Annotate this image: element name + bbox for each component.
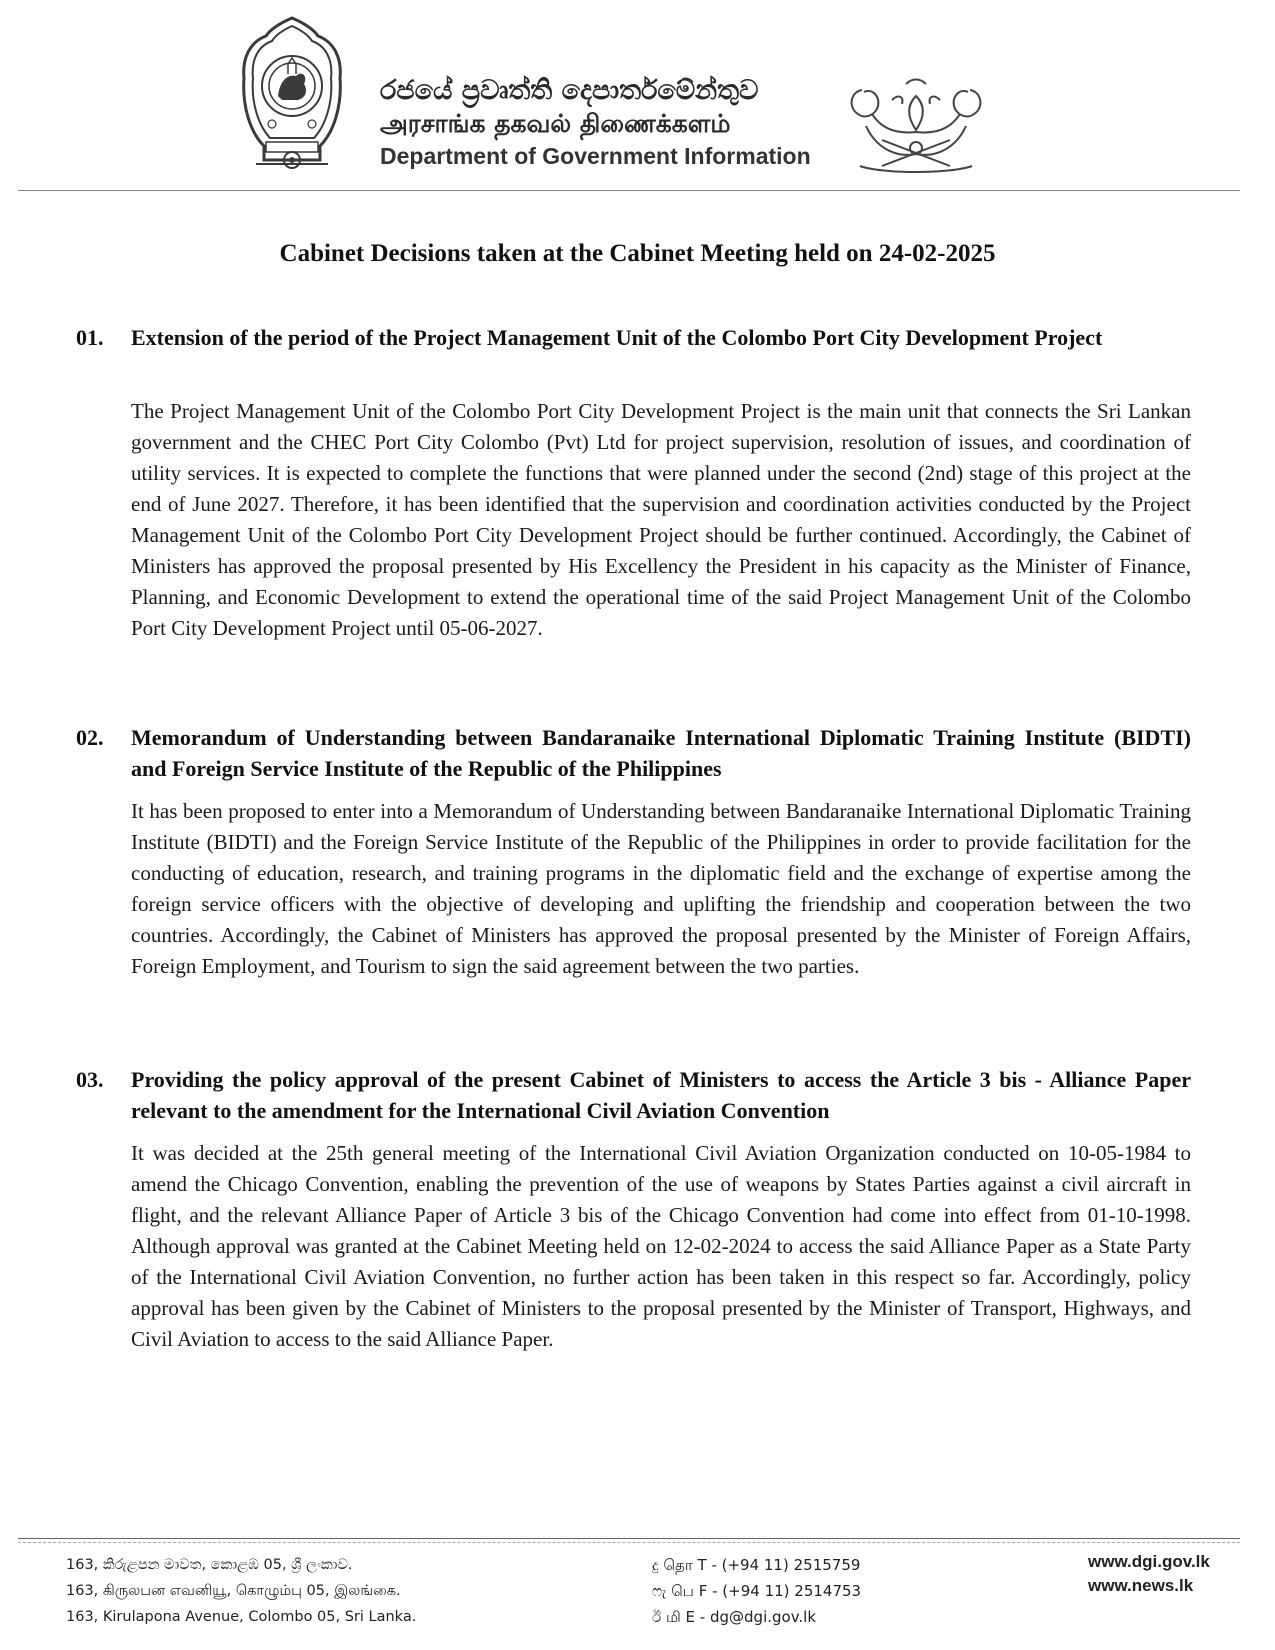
footer-websites [1088, 1550, 1210, 1598]
fax-prefix: ෆැ பெ F [652, 1582, 708, 1600]
decision-heading: Extension of the period of the Project Management Unit of the Colombo Port City Development Project [131, 325, 1103, 350]
fax-number: - (+94 11) 2514753 [712, 1582, 862, 1600]
department-name-tamil: அரசாங்க தகவல் திணைக்களம் [380, 109, 731, 138]
email-prefix: ඊ மி E [652, 1608, 696, 1626]
decision-number: 01. [76, 325, 104, 350]
phone-number: - (+94 11) 2515759 [711, 1556, 861, 1574]
decision-body: The Project Management Unit of the Colombo Port City Development Project is the main unit that connects the Sri Lankan government and the CHEC Port City Colombo (Pvt) Ltd for project supervision, resolution of issues, and coordination of utility services. It is expected to complete the functions that were planned under the second (2nd) stage of this project at the end of June 2027. Therefore, it has been identified that the supervision and coordination activities conducted by the Project Management Unit of the Colombo Port City Development Project should be further continued. Accordingly, the Cabinet of Ministers has approved the proposal presented by His Excellency the President in his capacity as the Minister of Finance, Planning, and Economic Development to extend the operational time of the said Project Management Unit of the Colombo Port City Development Project until 05-06-2027. [131, 399, 1191, 640]
email-address: - dg@dgi.gov.lk [699, 1608, 817, 1626]
website-link-dgi[interactable]: www.dgi.gov.lk [1088, 1552, 1210, 1571]
phone-prefix: දු தொ T [652, 1556, 707, 1574]
footer-divider-dashed [18, 1542, 1240, 1543]
footer-divider [18, 1538, 1240, 1539]
department-name-english: Department of Government Information [380, 143, 811, 169]
website-link-news[interactable]: www.news.lk [1088, 1576, 1194, 1595]
footer-contact [652, 1552, 861, 1630]
national-emblem-icon [236, 14, 348, 174]
decision-body: It was decided at the 25th general meeting of the International Civil Aviation Organization conducted on 10-05-1984 to amend the Chicago Convention, enabling the prevention of the use of weapons by States Parties against a civil aircraft in flight, and the relevant Alliance Paper of Article 3 bis of the Chicago Convention had come into effect from 01-10-1998. Although approval was granted at the Cabinet Meeting held on 12-02-2024 to access the said Alliance Paper as a State Party of the International Civil Aviation Convention, no further action has been taken in this respect so far. Accordingly, policy approval has been given by the Cabinet of Ministers to the proposal presented by the Minister of Transport, Highways, and Civil Aviation to access to the said Alliance Paper. [131, 1141, 1191, 1351]
address-sinhala: 163, කිරුළපන මාවත, කොළඹ 05, ශ්‍රී ලංකාව. [66, 1557, 353, 1573]
address-english: 163, Kirulapona Avenue, Colombo 05, Sri Lanka. [66, 1609, 417, 1625]
document-title: Cabinet Decisions taken at the Cabinet Meeting held on 24-02-2025 [279, 240, 996, 267]
decision-number: 03. [76, 1067, 104, 1092]
decision-number: 02. [76, 725, 104, 750]
department-name-sinhala: රජයේ ප්‍රවෘත්ති දෙපාර්තමේන්තුව [380, 75, 759, 106]
email-row [652, 1604, 861, 1630]
decorative-swan-ornament-icon [842, 70, 990, 176]
header-divider [18, 190, 1240, 191]
fax-row [652, 1578, 861, 1604]
letterhead [0, 0, 1275, 200]
footer-address [66, 1552, 416, 1630]
address-tamil: 163, கிருலபன எவனியூ, கொழும்பு 05, இலங்கை. [66, 1583, 401, 1599]
phone-row [652, 1552, 861, 1578]
decision-body: It has been proposed to enter into a Memorandum of Understanding between Bandaranaike International Diplomatic Training Institute (BIDTI) and the Foreign Service Institute of the Republic of the Philippines in order to provide facilitation for the conducting of education, research, and training programs in the diplomatic field and the exchange of expertise among the foreign service officers with the objective of developing and uplifting the friendship and cooperation between the two countries. Accordingly, the Cabinet of Ministers has approved the proposal presented by the Minister of Foreign Affairs, Foreign Employment, and Tourism to sign the said agreement between the two parties. [131, 799, 1191, 978]
department-names [380, 74, 840, 172]
decision-heading: Memorandum of Understanding between Bandaranaike International Diplomatic Training Institute (BIDTI) and Foreign Service Institute of the Republic of the Philippines [131, 725, 1191, 781]
decision-heading: Providing the policy approval of the present Cabinet of Ministers to access the Article 3 bis - Alliance Paper relevant to the amendment for the International Civil Aviation Convention [131, 1067, 1191, 1123]
